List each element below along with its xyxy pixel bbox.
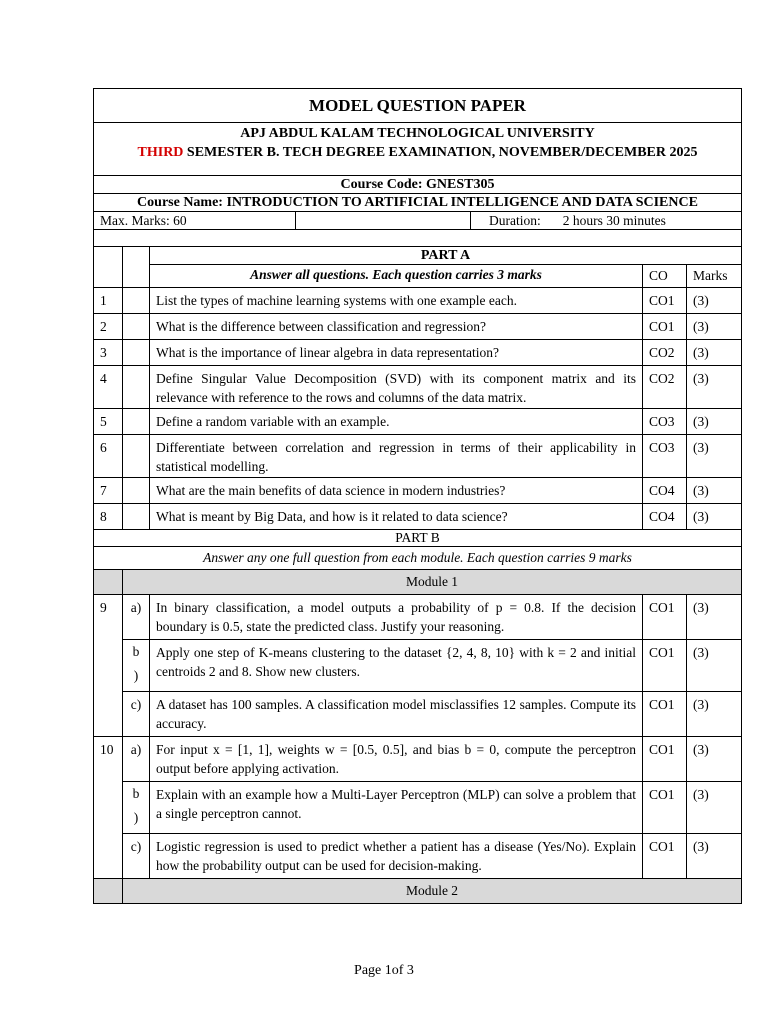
question-row: [94, 409, 742, 435]
question-row: [94, 340, 742, 366]
question-text: Differentiate between correlation and regression in terms of their applicability in statistical modelling.: [150, 435, 643, 478]
question-row: [94, 692, 742, 737]
question-marks: (3): [687, 340, 742, 366]
question-number: 6: [94, 435, 123, 478]
part-a-title: PART A: [150, 247, 742, 265]
question-marks: (3): [687, 737, 742, 782]
question-number: 3: [94, 340, 123, 366]
subpart-label: c): [123, 834, 150, 879]
question-marks: (3): [687, 782, 742, 834]
question-number: 7: [94, 478, 123, 504]
page-footer: Page 1of 3: [354, 963, 414, 978]
questions-table: [93, 247, 742, 904]
question-text: Define a random variable with an example.: [150, 409, 643, 435]
question-row: [94, 737, 742, 782]
question-number: 4: [94, 366, 123, 409]
question-co: CO1: [643, 834, 687, 879]
question-text: Explain with an example how a Multi-Layer Perceptron (MLP) can solve a problem that a single perceptron cannot.: [150, 782, 643, 834]
module-1-heading: Module 1: [123, 570, 742, 595]
question-number: 8: [94, 504, 123, 530]
question-marks: (3): [687, 435, 742, 478]
question-row: [94, 478, 742, 504]
question-marks: (3): [687, 692, 742, 737]
paper-title: MODEL QUESTION PAPER: [94, 89, 742, 123]
duration-cell: [471, 212, 742, 230]
spacer-row: [94, 230, 742, 247]
question-text: For input x = [1, 1], weights w = [0.5, 0.5], and bias b = 0, compute the perceptron output before applying activation.: [150, 737, 643, 782]
question-co: CO3: [643, 435, 687, 478]
university-block: [94, 123, 742, 176]
subpart-label: b ): [123, 782, 150, 834]
blank-cell: [296, 212, 471, 230]
question-paper: [93, 88, 741, 904]
question-co: CO4: [643, 478, 687, 504]
exam-line: [100, 143, 735, 162]
question-co: CO1: [643, 692, 687, 737]
duration-label: Duration:: [489, 213, 541, 228]
question-marks: (3): [687, 478, 742, 504]
question-row: [94, 504, 742, 530]
question-row: [94, 782, 742, 834]
question-marks: (3): [687, 288, 742, 314]
question-number: 5: [94, 409, 123, 435]
question-co: CO1: [643, 288, 687, 314]
question-number: 9: [94, 595, 123, 737]
question-number: 2: [94, 314, 123, 340]
question-text: Logistic regression is used to predict whether a patient has a disease (Yes/No). Explain how the probability output can be used for decision-making.: [150, 834, 643, 879]
part-b-instruction: Answer any one full question from each module. Each question carries 9 marks: [94, 547, 742, 570]
question-text: A dataset has 100 samples. A classification model misclassifies 12 samples. Compute its accuracy.: [150, 692, 643, 737]
question-text: What is meant by Big Data, and how is it related to data science?: [150, 504, 643, 530]
subpart-label: c): [123, 692, 150, 737]
semester-highlight: THIRD: [137, 145, 184, 160]
question-number: 1: [94, 288, 123, 314]
question-co: CO1: [643, 595, 687, 640]
question-co: CO2: [643, 366, 687, 409]
question-marks: (3): [687, 366, 742, 409]
co-header: CO: [643, 265, 687, 288]
question-row: [94, 288, 742, 314]
part-b-title: PART B: [94, 530, 742, 547]
semester-rest: SEMESTER B. TECH DEGREE EXAMINATION, NOVEMBER/DECEMBER 2025: [183, 145, 698, 160]
question-co: CO3: [643, 409, 687, 435]
course-name: Course Name: INTRODUCTION TO ARTIFICIAL INTELLIGENCE AND DATA SCIENCE: [94, 194, 742, 212]
question-row: [94, 314, 742, 340]
module-2-heading: Module 2: [123, 879, 742, 904]
question-text: Define Singular Value Decomposition (SVD) with its component matrix and its relevance with reference to the rows and columns of the data matrix.: [150, 366, 643, 409]
question-text: In binary classification, a model outputs a probability of p = 0.8. If the decision boundary is 0.5, state the predicted class. Justify your reasoning.: [150, 595, 643, 640]
question-co: CO4: [643, 504, 687, 530]
question-marks: (3): [687, 834, 742, 879]
question-co: CO1: [643, 737, 687, 782]
question-marks: (3): [687, 595, 742, 640]
question-co: CO1: [643, 314, 687, 340]
course-code: Course Code: GNEST305: [94, 176, 742, 194]
marks-header: Marks: [687, 265, 742, 288]
university-name: APJ ABDUL KALAM TECHNOLOGICAL UNIVERSITY: [240, 126, 595, 141]
question-marks: (3): [687, 640, 742, 692]
question-marks: (3): [687, 314, 742, 340]
question-text: What is the importance of linear algebra in data representation?: [150, 340, 643, 366]
question-text: What is the difference between classification and regression?: [150, 314, 643, 340]
question-row: [94, 640, 742, 692]
question-row: [94, 435, 742, 478]
header-table: [93, 88, 742, 247]
question-co: CO2: [643, 340, 687, 366]
subpart-label: a): [123, 737, 150, 782]
question-text: What are the main benefits of data science in modern industries?: [150, 478, 643, 504]
subpart-label: b ): [123, 640, 150, 692]
question-marks: (3): [687, 504, 742, 530]
max-marks: Max. Marks: 60: [94, 212, 296, 230]
subpart-label: a): [123, 595, 150, 640]
question-row: [94, 834, 742, 879]
question-row: [94, 366, 742, 409]
question-text: List the types of machine learning systems with one example each.: [150, 288, 643, 314]
part-a-instruction: Answer all questions. Each question carries 3 marks: [150, 265, 643, 288]
question-co: CO1: [643, 782, 687, 834]
question-row: [94, 595, 742, 640]
question-number: 10: [94, 737, 123, 879]
question-co: CO1: [643, 640, 687, 692]
question-text: Apply one step of K-means clustering to the dataset {2, 4, 8, 10} with k = 2 and initial centroids 2 and 8. Show new clusters.: [150, 640, 643, 692]
duration-value: 2 hours 30 minutes: [562, 213, 666, 228]
question-marks: (3): [687, 409, 742, 435]
